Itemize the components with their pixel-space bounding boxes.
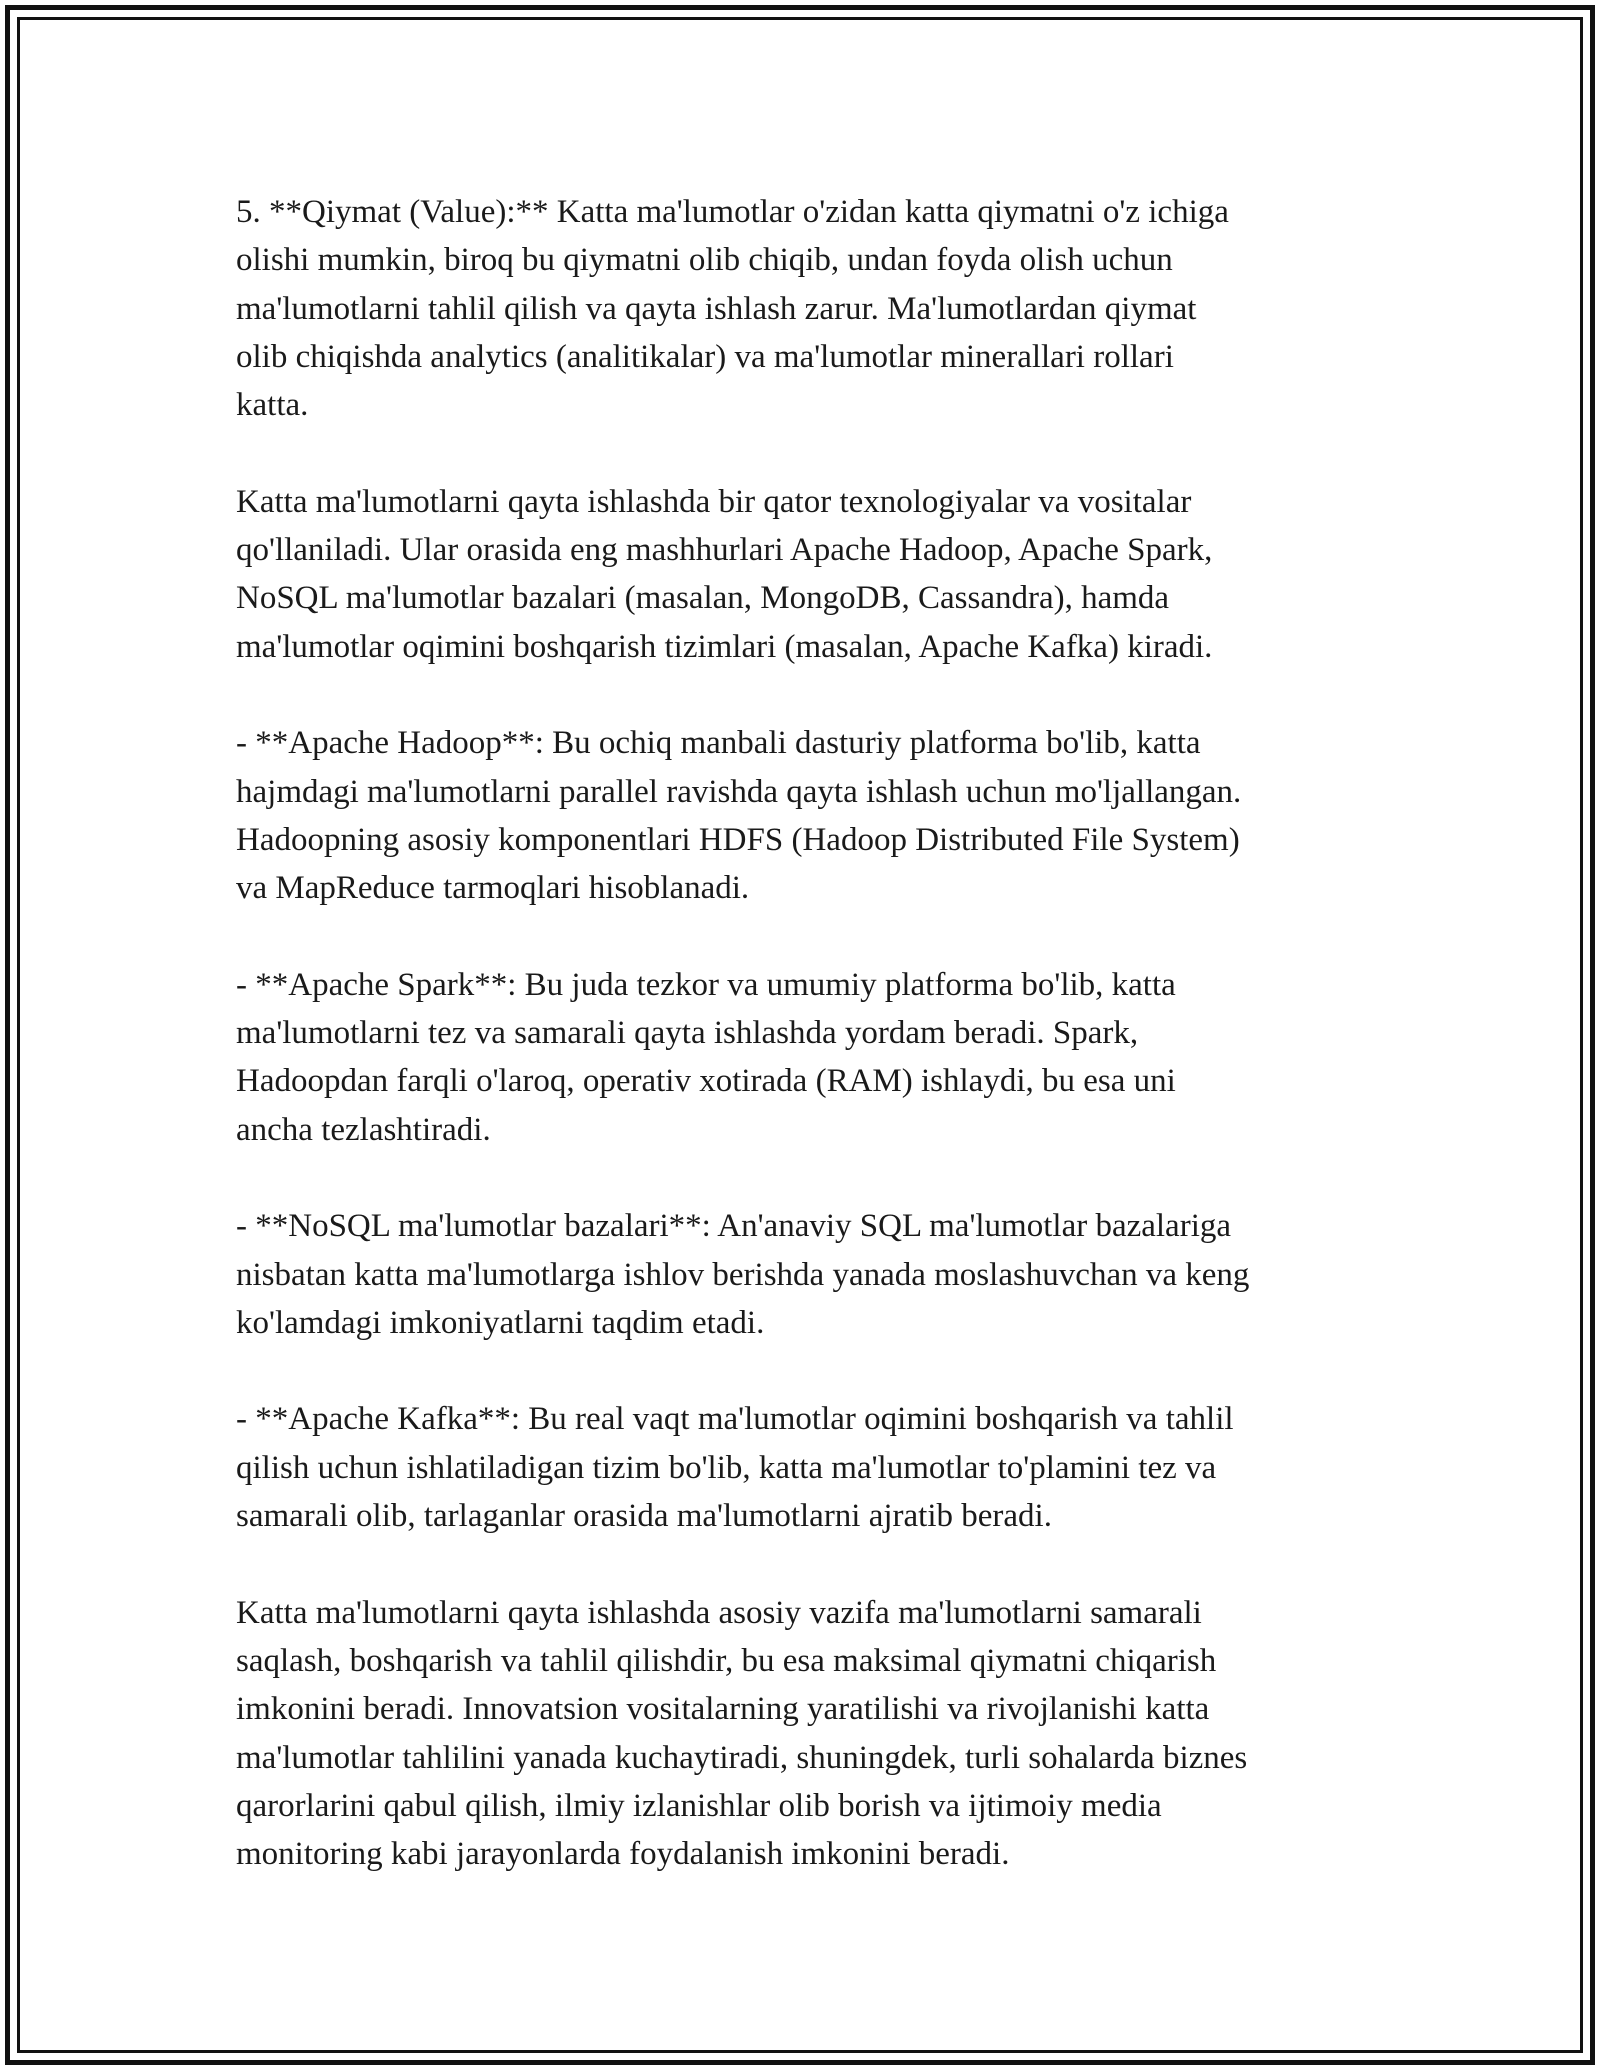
list-item-apache-spark: - **Apache Spark**: Bu juda tezkor va umumiy platforma bo'lib, katta ma'lumotlarni tez va samarali qayta ishlashda yordam beradi. Spark, Hadoopdan farqli o'laroq, operativ xotirada (RAM) ishlaydi, bu esa uni ancha tezlashtiradi.	[236, 966, 1176, 1148]
list-item-apache-hadoop: - **Apache Hadoop**: Bu ochiq manbali dasturiy platforma bo'lib, katta hajmdagi ma'lumotlarni parallel ravishda qayta ishlash uchun mo'ljallangan. Hadoopning asosiy komponentlari HDFS (Hadoop Distributed File System) va MapReduce tarmoqlari hisoblanadi.	[236, 725, 1242, 907]
document-body	[236, 188, 1376, 1878]
list-item-nosql: - **NoSQL ma'lumotlar bazalari**: An'anaviy SQL ma'lumotlar bazalariga nisbatan katta ma'lumotlarga ishlov berishda yanada moslashuvchan va keng ko'lamdagi imkoniyatlarni taqdim etadi.	[236, 1208, 1250, 1341]
list-item-apache-kafka: - **Apache Kafka**: Bu real vaqt ma'lumotlar oqimini boshqarish va tahlil qilish uchun ishlatiladigan tizim bo'lib, katta ma'lumotlar to'plamini tez va samarali olib, tarlaganlar orasida ma'lumotlarni ajratib beradi.	[236, 1401, 1234, 1535]
paragraph-conclusion: Katta ma'lumotlarni qayta ishlashda asosiy vazifa ma'lumotlarni samarali saqlash, boshqarish va tahlil qilishdir, bu esa maksimal qiymatni chiqarish imkonini beradi. Innovatsion vositalarning yaratilishi va rivojlanishi katta ma'lumotlar tahlilini yanada kuchaytiradi, shuningdek, turli sohalarda biznes qarorlarini qabul qilish, ilmiy izlanishlar olib borish va ijtimoiy media monitoring kabi jarayonlarda foydalanish imkonini beradi.	[236, 1594, 1248, 1873]
paragraph-value: 5. **Qiymat (Value):** Katta ma'lumotlar o'zidan katta qiymatni o'z ichiga olishi mumkin, biroq bu qiymatni olib chiqib, undan foyda olish uchun ma'lumotlarni tahlil qilish va qayta ishlash zarur. Ma'lumotlardan qiymat olib chiqishda analytics (analitikalar) va ma'lumotlar minerallari rollari katta.	[236, 194, 1229, 424]
paragraph-technologies-intro: Katta ma'lumotlarni qayta ishlashda bir qator texnologiyalar va vositalar qo'llaniladi. Ular orasida eng mashhurlari Apache Hadoop, Apache Spark, NoSQL ma'lumotlar bazalari (masalan, MongoDB, Cassandra), hamda ma'lumotlar oqimini boshqarish tizimlari (masalan, Apache Kafka) kiradi.	[236, 483, 1213, 665]
